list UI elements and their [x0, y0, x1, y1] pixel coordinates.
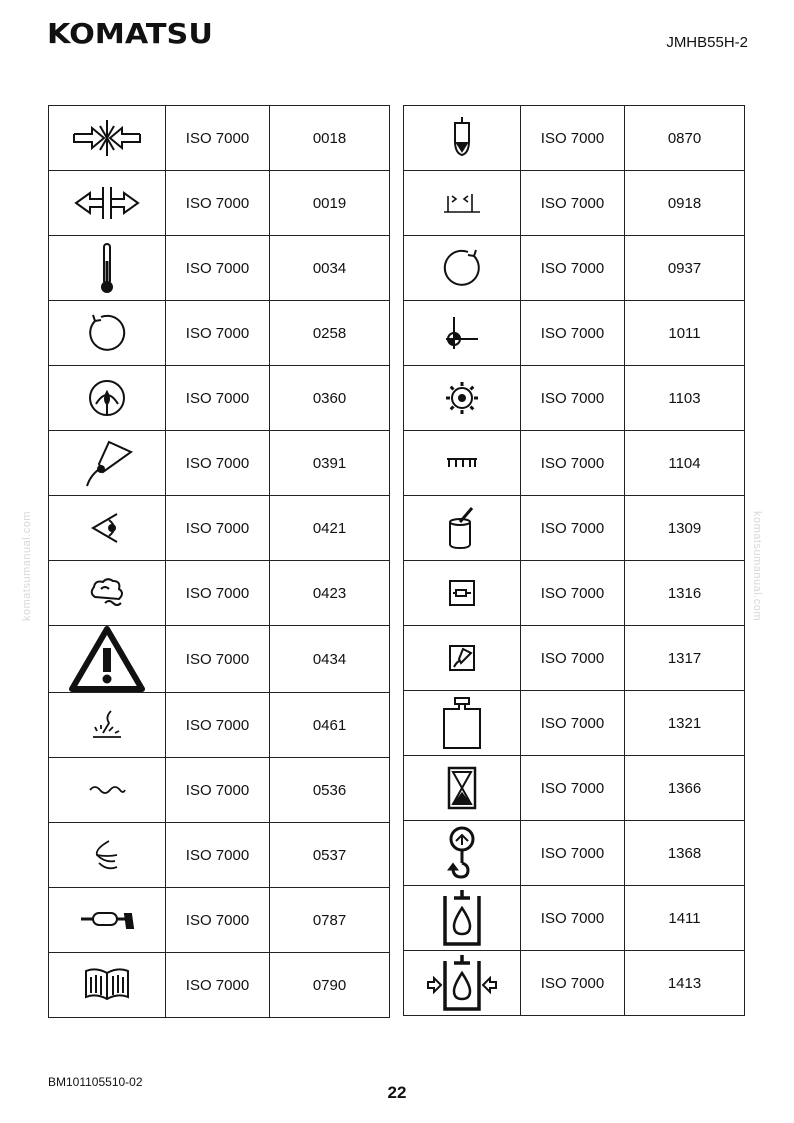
table-row: [49, 496, 390, 561]
symbol-number: 1411: [625, 886, 745, 951]
standard-label: ISO 7000: [166, 431, 270, 496]
standard-label: ISO 7000: [521, 496, 625, 561]
table-row: [404, 171, 745, 236]
page-number: 22: [387, 1083, 407, 1102]
standard-label: ISO 7000: [166, 171, 270, 236]
symbol-number: 0790: [270, 953, 390, 1018]
rotation-clockwise-icon: [440, 246, 484, 290]
standard-label: ISO 7000: [166, 823, 270, 888]
symbol-number: 0537: [270, 823, 390, 888]
standard-label: ISO 7000: [166, 366, 270, 431]
lifting-hook-icon: [442, 825, 482, 881]
standard-label: ISO 7000: [521, 951, 625, 1016]
standard-label: ISO 7000: [166, 561, 270, 626]
boxed-grease-icon: [447, 643, 477, 673]
clearance-dimension-icon: [442, 188, 482, 218]
hydraulic-press-icon: [440, 888, 484, 948]
standard-label: ISO 7000: [166, 693, 270, 758]
table-row: [49, 431, 390, 496]
table-row: [49, 366, 390, 431]
symbol-number: 0019: [270, 171, 390, 236]
gear-icon: [442, 378, 482, 418]
standard-label: ISO 7000: [166, 236, 270, 301]
eye-inspection-icon: [87, 508, 127, 548]
standard-label: ISO 7000: [166, 106, 270, 171]
symbol-number: 1104: [625, 431, 745, 496]
paint-can-icon: [444, 504, 480, 552]
table-row: [404, 561, 745, 626]
symbol-number: 0423: [270, 561, 390, 626]
warning-triangle-icon: [69, 626, 145, 692]
cloud-dust-icon: [87, 575, 127, 611]
symbol-number: 0434: [270, 626, 390, 693]
standard-label: ISO 7000: [166, 301, 270, 366]
standard-label: ISO 7000: [521, 756, 625, 821]
standard-label: ISO 7000: [521, 106, 625, 171]
symbol-number: 0018: [270, 106, 390, 171]
watermark-left: komatsumanual.com: [21, 511, 33, 621]
table-row: [49, 626, 390, 693]
table-row: [404, 301, 745, 366]
hourglass-icon: [445, 765, 479, 811]
oil-fill-icon: [87, 378, 127, 418]
rake-comb-icon: [444, 453, 480, 473]
document-code: JMHB55H-2: [666, 34, 748, 51]
standard-label: ISO 7000: [521, 431, 625, 496]
symbol-number: 1103: [625, 366, 745, 431]
symbol-number: 0258: [270, 301, 390, 366]
symbol-number: 1413: [625, 951, 745, 1016]
table-row: [49, 823, 390, 888]
filter-bulb-icon: [447, 115, 477, 161]
tension-arrows-icon: [72, 183, 142, 223]
symbol-number: 0421: [270, 496, 390, 561]
standard-label: ISO 7000: [166, 758, 270, 823]
symbol-number: 0918: [625, 171, 745, 236]
table-row: [49, 953, 390, 1018]
table-row: [404, 626, 745, 691]
standard-label: ISO 7000: [521, 691, 625, 756]
symbol-number: 1011: [625, 301, 745, 366]
symbol-number: 0536: [270, 758, 390, 823]
symbol-table-right: [403, 105, 745, 1016]
table-row: [49, 301, 390, 366]
symbol-table-left: [48, 105, 390, 1018]
table-row: [404, 431, 745, 496]
symbol-number: 0787: [270, 888, 390, 953]
standard-label: ISO 7000: [166, 888, 270, 953]
symbol-number: 0870: [625, 106, 745, 171]
table-row: [404, 886, 745, 951]
compression-arrows-icon: [72, 118, 142, 158]
rotation-circle-icon: [85, 311, 129, 355]
table-row: [404, 951, 745, 1016]
symbol-number: 0937: [625, 236, 745, 301]
table-row: [49, 236, 390, 301]
symbol-number: 0034: [270, 236, 390, 301]
table-row: [49, 888, 390, 953]
table-row: [49, 561, 390, 626]
footer-document-code: BM101105510-02: [48, 1075, 143, 1089]
thermometer-icon: [92, 241, 122, 295]
symbol-number: 0391: [270, 431, 390, 496]
standard-label: ISO 7000: [521, 626, 625, 691]
standard-label: ISO 7000: [166, 953, 270, 1018]
table-row: [49, 693, 390, 758]
open-book-icon: [82, 965, 132, 1005]
hydraulic-clamp-icon: [426, 953, 498, 1013]
boxed-component-icon: [447, 578, 477, 608]
watermark-right: komatsumanual.com: [751, 511, 763, 621]
standard-label: ISO 7000: [521, 236, 625, 301]
symbol-number: 1309: [625, 496, 745, 561]
welding-icon: [89, 707, 125, 743]
standard-label: ISO 7000: [521, 171, 625, 236]
table-row: [404, 691, 745, 756]
symbol-number: 1321: [625, 691, 745, 756]
standard-label: ISO 7000: [166, 626, 270, 693]
symbol-number: 0360: [270, 366, 390, 431]
weight-icon: [440, 695, 484, 751]
grease-gun-icon: [79, 436, 135, 490]
standard-label: ISO 7000: [521, 301, 625, 366]
symbol-number: 0461: [270, 693, 390, 758]
standard-label: ISO 7000: [521, 366, 625, 431]
komatsu-logo: KOMATSU: [47, 17, 213, 50]
air-flow-icon: [87, 837, 127, 873]
silencer-icon: [79, 908, 135, 932]
table-row: [404, 366, 745, 431]
symbol-number: 1316: [625, 561, 745, 626]
standard-label: ISO 7000: [521, 561, 625, 626]
standard-label: ISO 7000: [166, 496, 270, 561]
standard-label: ISO 7000: [521, 821, 625, 886]
center-of-gravity-icon: [442, 313, 482, 353]
table-row: [404, 236, 745, 301]
symbol-number: 1366: [625, 756, 745, 821]
symbol-number: 1317: [625, 626, 745, 691]
table-row: [404, 821, 745, 886]
table-row: [404, 496, 745, 561]
water-waves-icon: [87, 780, 127, 800]
table-row: [404, 756, 745, 821]
standard-label: ISO 7000: [521, 886, 625, 951]
symbol-number: 1368: [625, 821, 745, 886]
table-row: [49, 106, 390, 171]
table-row: [49, 758, 390, 823]
table-row: [49, 171, 390, 236]
table-row: [404, 106, 745, 171]
